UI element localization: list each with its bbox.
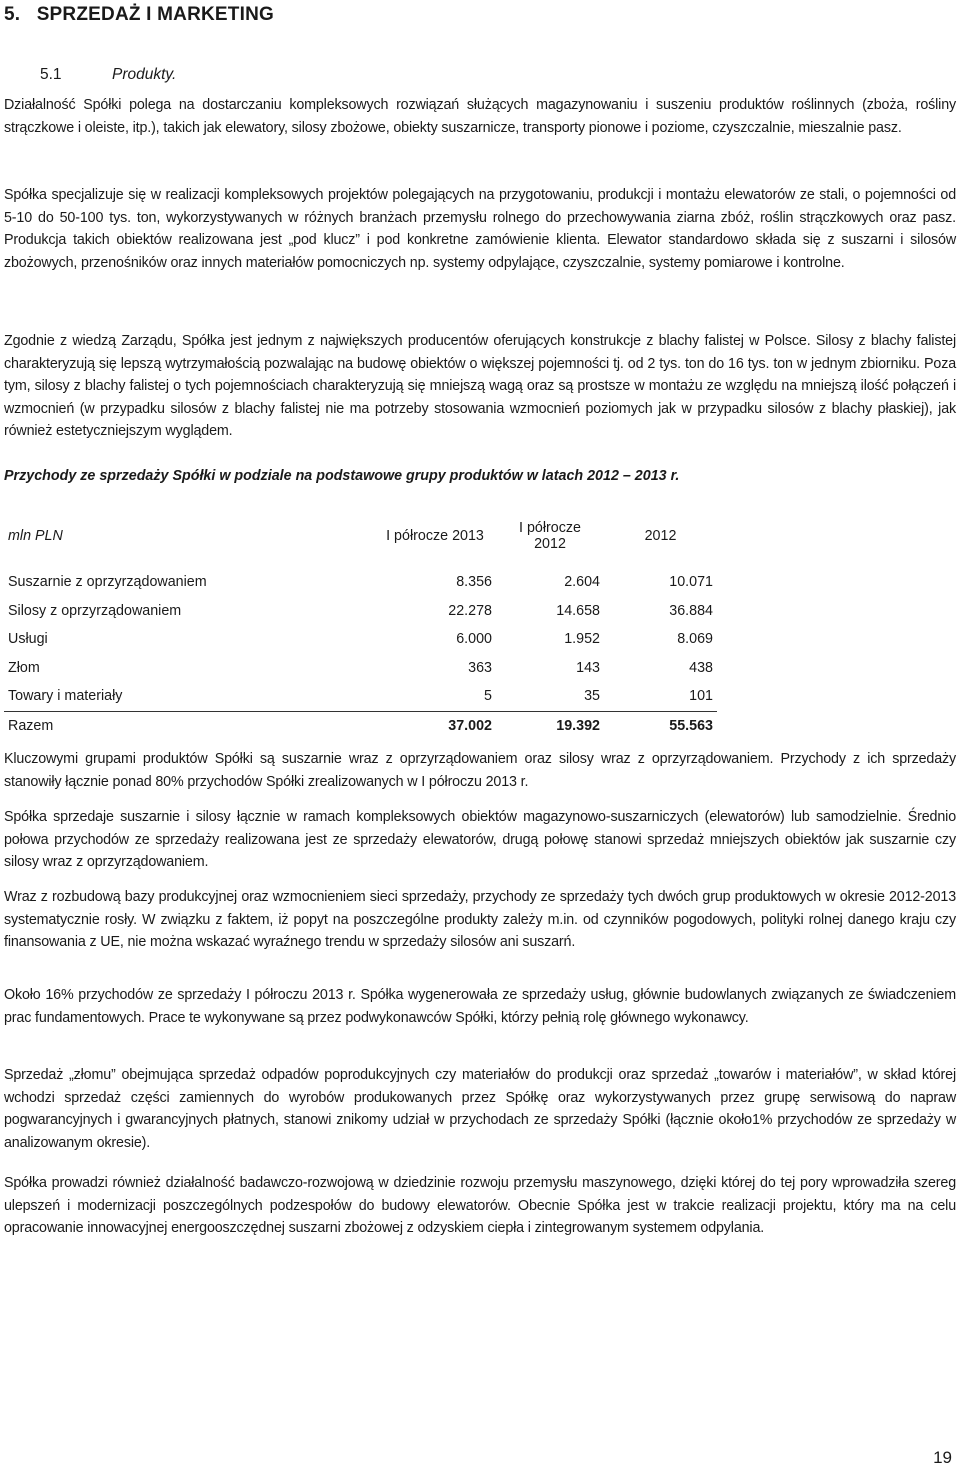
paragraph-services: Około 16% przychodów ze sprzedaży I półroczu 2013 r. Spółka wygenerowała ze sprzedaży usług, głównie budowlanych związanych ze świadczeniem prac fundamentowych. Prace te wykonywane są przez podwykonawców Spółki, którzy pełnią rolę głównego wykonawcy. [4, 987, 956, 1026]
table-caption: Przychody ze sprzedaży Spółki w podziale na podstawowe grupy produktów w latach 2012 – 2013 r. [4, 468, 680, 484]
paragraph-key-groups: Kluczowymi grupami produktów Spółki są suszarnie wraz z oprzyrządowaniem oraz silosy wraz z oprzyrządowaniem. Przychody z ich sprzedaży stanowiły łącznie ponad 80% przychodów Spółki zrealizowanych w I półroczu 2013 r. [4, 751, 956, 790]
total-value: 37.002 [374, 711, 496, 740]
table-row [4, 597, 717, 626]
table-header-row [4, 504, 717, 568]
cell-value: 2.604 [564, 574, 600, 591]
table-row [4, 568, 717, 597]
cell-value: 363 [468, 659, 492, 676]
section-heading [4, 4, 274, 26]
cell-value: 10.071 [669, 574, 713, 591]
cell-value: 101 [689, 688, 713, 705]
cell-value: 35 [584, 688, 600, 705]
revenue-table [4, 504, 717, 740]
cell-value: 8.069 [677, 631, 713, 648]
cell-value: 5 [484, 688, 492, 705]
paragraph-intro: Działalność Spółki polega na dostarczaniu kompleksowych rozwiązań służących magazynowaniu i suszeniu produktów roślinnych (zboża, rośliny strączkowe i oleiste, itp.), takich jak elewatory, silosy zbożowe, obiekty suszarnicze, transporty pionowe i poziome, czyszczalnie, mieszalnie pasz. [4, 97, 956, 136]
subsection-number: 5.1 [40, 66, 62, 83]
total-label: Razem [4, 711, 374, 740]
paragraph-research: Spółka prowadzi również działalność badawczo-rozwojową w dziedzinie rozwoju przemysłu maszynowego, dzięki której do tej pory wprowadziła szereg ulepszeń i modernizacji poszczególnych podzespołów do budowy elewatorów. Obecnie Spółka jest w trakcie realizacji projektu, który ma na celu opracowanie innowacyjnej energooszczędnej suszarni zbożowej z odzyskiem ciepła i zintegrowanym systemem odpylania. [4, 1175, 956, 1237]
row-label: Silosy z oprzyrządowaniem [8, 602, 182, 619]
table-row [4, 682, 717, 711]
table-row [4, 654, 717, 683]
table-header-unit: mln PLN [8, 528, 63, 544]
cell-value: 8.356 [456, 574, 492, 591]
paragraph-specialization: Spółka specjalizuje się w realizacji kompleksowych projektów polegających na przygotowaniu, produkcji i montażu elewatorów ze stali, o pojemności od 5-10 do 50-100 tys. ton, wykorzystywanych w różnych branżach przemysłu rolnego do przechowywania ziarna zbóż, roślin strączkowych oraz pasz. Produkcja takich obiektów realizowana jest „pod klucz” i pod konkretne zamówienie klienta. Elewator standardowo składa się z suszarni i silosów zbożowych, przenośników oraz innych materiałów pomocniczych np. systemy odpylające, czyszczalnie, systemy pomiarowe i kontrolne. [4, 187, 956, 271]
cell-value: 143 [576, 659, 600, 676]
row-label: Towary i materiały [8, 688, 123, 705]
section-title: SPRZEDAŻ I MARKETING [36, 4, 274, 25]
row-label: Suszarnie z oprzyrządowaniem [8, 574, 207, 591]
table-total-row [4, 711, 717, 740]
paragraph-sales-mode: Spółka sprzedaje suszarnie i silosy łącznie w ramach kompleksowych obiektów magazynowo-suszarniczych (elewatorów) lub samodzielnie. Średnio połowa przychodów ze sprzedaży realizowana jest ze sprzedaży elewatorów, drugą połowę stanowi sprzedaż mniejszych obiektów jak suszarnie czy silosy wraz z oprzyrządowaniem. [4, 809, 956, 871]
table-header-h1-2012: I półrocze 2012 [519, 520, 581, 552]
cell-value: 22.278 [448, 602, 492, 619]
table-header-h1-2013: I półrocze 2013 [386, 528, 484, 544]
paragraph-corrugated-sheet: Zgodnie z wiedzą Zarządu, Spółka jest jednym z największych producentów oferujących konstrukcje z blachy falistej w Polsce. Silosy z blachy falistej charakteryzują się lepszą wytrzymałością pozwalając na budowę obiektów o większej pojemności tj. od 2 tys. ton do 16 tys. ton w jednym zbiorniku. Poza tym, silosy z blachy falistej o tych pojemnościach charakteryzują się mniejszą wagą oraz są prostsze w montażu ze względu na mniejszą ilość połączeń i wzmocnień (w przypadku silosów z blachy falistej nie ma potrzeby stosowania wzmocnień poziomych jak w przypadku silosów z blachy płaskiej), jak również estetyczniejszym wyglądem. [4, 333, 956, 440]
total-value: 19.392 [496, 711, 604, 740]
section-number: 5. [4, 4, 21, 25]
cell-value: 36.884 [669, 602, 713, 619]
paragraph-scrap: Sprzedaż „złomu” obejmująca sprzedaż odpadów poprodukcyjnych czy materiałów do produkcji oraz sprzedaż „towarów i materiałów”, w skład której wchodzi sprzedaż części zamiennych do wyrobów produkowanych przez Spółkę oraz wykorzystywanych przez grupę serwisową do napraw pogwarancyjnych i gwarancyjnych płatnych, stanowi znikomy udział w przychodach ze sprzedaży Spółki (łącznie około1% przychodów ze sprzedaży w analizowanym okresie). [4, 1067, 956, 1151]
page-number: 19 [933, 1448, 952, 1467]
row-label: Usługi [8, 631, 48, 648]
cell-value: 1.952 [564, 631, 600, 648]
cell-value: 6.000 [456, 631, 492, 648]
total-value: 55.563 [604, 711, 717, 740]
table-row [4, 625, 717, 654]
subsection-title: Produkty. [112, 66, 177, 83]
paragraph-growth: Wraz z rozbudową bazy produkcyjnej oraz wzmocnieniem sieci sprzedaży, przychody ze sprzedaży tych dwóch grup produktowych w okresie 2012-2013 systematycznie rosły. W związku z faktem, iż popyt na poszczególne produkty zależy m.in. od czynników pogodowych, polityki rolnej danego kraju czy finansowania z UE, nie można wskazać wyraźnego trendu w sprzedaży silosów ani suszarń. [4, 889, 956, 951]
cell-value: 438 [689, 659, 713, 676]
table-header-2012: 2012 [644, 528, 677, 544]
subsection-heading [40, 66, 176, 84]
cell-value: 14.658 [556, 602, 600, 619]
row-label: Złom [8, 659, 40, 676]
